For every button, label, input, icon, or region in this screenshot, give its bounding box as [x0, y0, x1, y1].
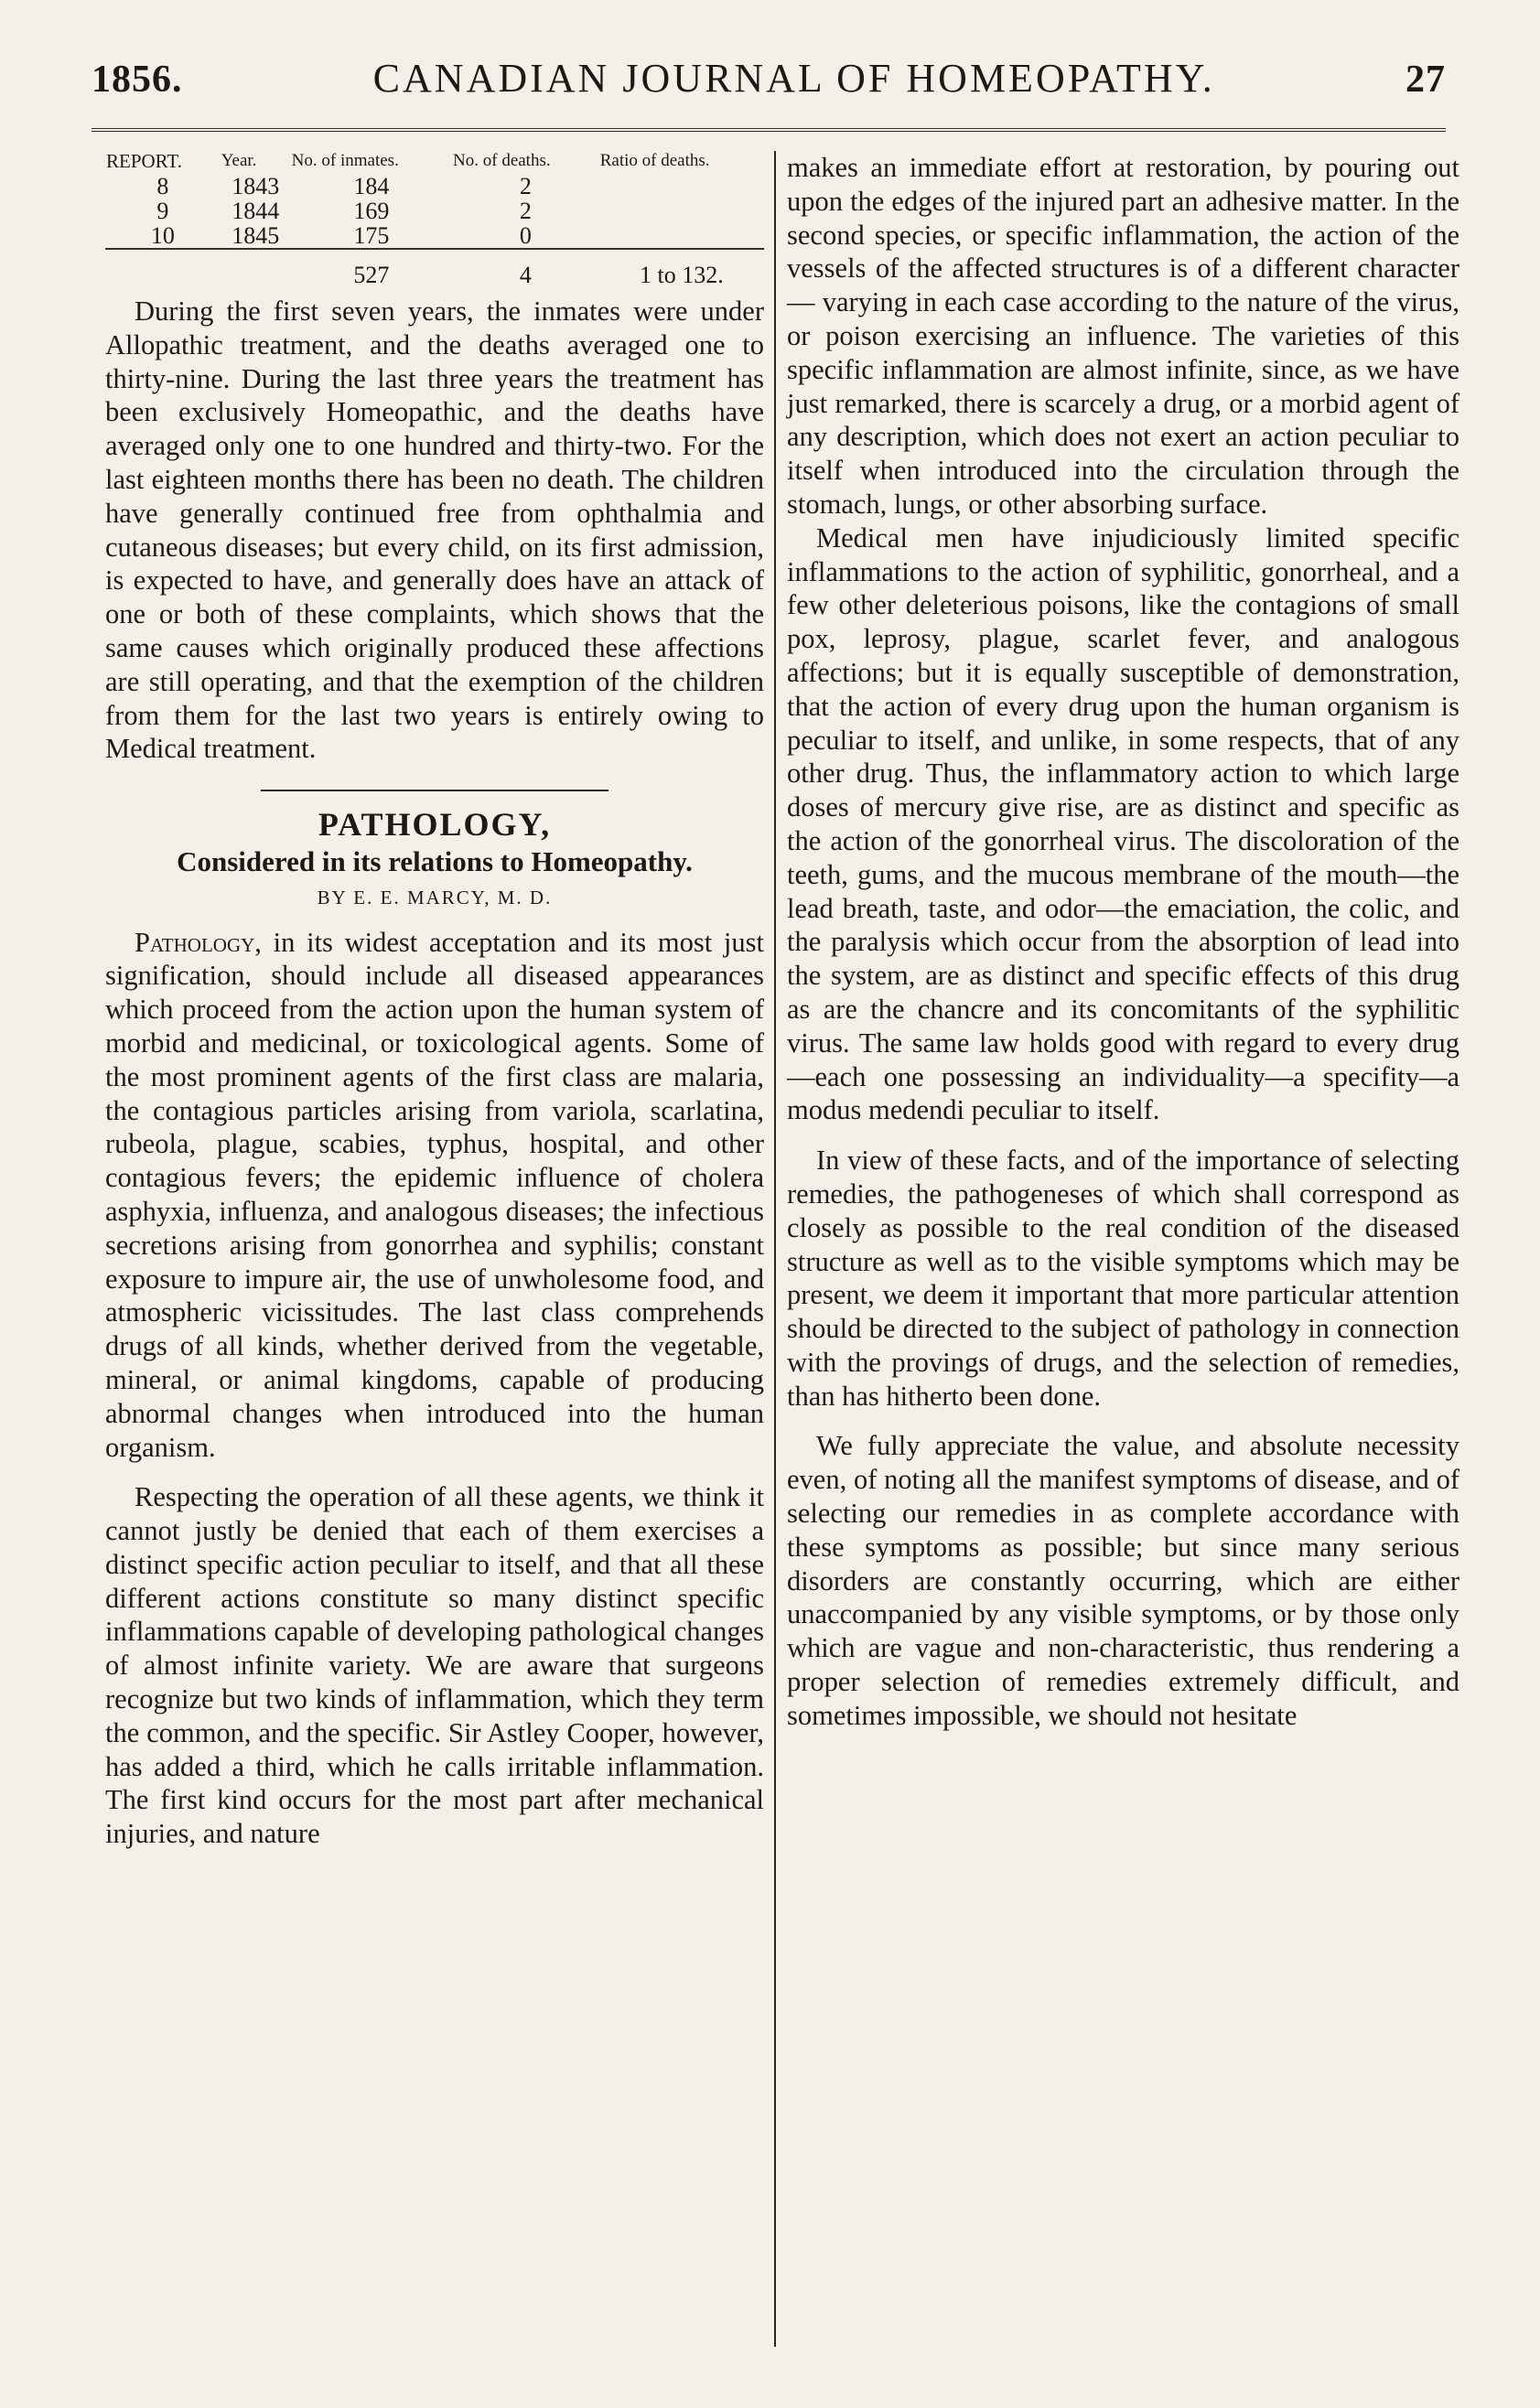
table-header: REPORT.	[106, 150, 182, 172]
table-cell: 10	[150, 222, 175, 249]
section-divider	[261, 790, 608, 791]
table-cell	[221, 249, 291, 287]
body-paragraph: During the first seven years, the inmates were under Allopathic treatment, and the deaths averaged one to thirty-nine. During the last three years the treatment has been exclusively Homeopathic, and the deaths have averaged only one to one hundred and thirty-two. For the last eighteen months there has been no death. The children have generally continued free from ophthalmia and cutaneous diseases; but every child, on its first admission, is expected to have, and generally does have an attack of one or both of these complaints, which shows that the same causes which originally produced these affections are still operating, and that the exemption of the children from them for the last two years is entirely owing to Medical treatment.	[105, 296, 764, 765]
running-head	[92, 55, 1446, 110]
article-title: PATHOLOGY,	[318, 806, 552, 844]
lead-word: Pathology,	[135, 926, 262, 958]
table-cell: 2	[519, 173, 532, 199]
article-subtitle: Considered in its relations to Homeopathy.	[177, 844, 693, 877]
table-cell: 1 to 132.	[599, 249, 764, 287]
header-rule	[92, 128, 1446, 132]
body-paragraph: Medical men have injudiciously limited specific inflammations to the action of syphilitic, gonorrheal, and a few other deleterious poisons, like the contagions of small pox, leprosy, plague, scarlet fever, and analogous affections; but it is equally susceptible of demonstration, that the action of every drug upon the human organism is peculiar to itself, and unlike, in some respects, that of any other drug. Thus, the inflammatory action to which large doses of mercury give rise, are as distinct and specific as the action of the gonorrheal virus. The discoloration of the teeth, gums, and the mucous membrane of the mouth—the lead breath, taste, and odor—the emaciation, the colic, and the paralysis which occur from the absorption of lead into the system, are as distinct and specific effects of this drug as are the chancre and its concomitants of the syphilitic virus. The same law holds good with regard to every drug—each one possessing an individuality—a specifity—a modus medendi peculiar to itself.	[787, 521, 1459, 1126]
body-paragraph	[105, 926, 764, 1465]
left-column	[105, 151, 764, 1851]
table-cell	[599, 174, 764, 199]
table-cell: 0	[519, 222, 532, 249]
table-cell: 1845	[232, 222, 280, 249]
table-cell: 184	[353, 173, 390, 199]
article-byline: BY E. E. MARCY, M. D.	[317, 886, 553, 908]
table-cell: 1844	[232, 198, 280, 224]
table-row	[105, 199, 764, 223]
table-cell: 8	[156, 173, 169, 199]
table-cell: 2	[519, 198, 532, 224]
header-year: 1856.	[92, 59, 183, 101]
table-row	[105, 174, 764, 199]
body-paragraph: In view of these facts, and of the importance of selecting remedies, the pathogeneses of which shall correspond as closely as possible to the real condition of the diseased structure as well as to the visible symptoms which may be present, we deem it important that more particular attention should be directed to the subject of pathology in connection with the provings of drugs, and the selection of remedies, than has hitherto been done.	[787, 1145, 1459, 1412]
table-totals-row	[105, 249, 764, 287]
journal-title: CANADIAN JOURNAL OF HOMEOPATHY.	[372, 56, 1215, 101]
table-row	[105, 223, 764, 249]
table-cell: 9	[156, 198, 169, 224]
body-paragraph: We fully appreciate the value, and absolute necessity even, of noting all the manifest symptoms of disease, and of selecting our remedies in as complete accordance with these symptoms as possible; but since many serious disorders are constantly occurring, which are either unaccompanied by any visible symptoms, or by those only which are vague and non-characteristic, thus rendering a proper selection of remedies extremely difficult, and sometimes impossible, we should not hesitate	[787, 1430, 1459, 1731]
table-cell: 175	[353, 222, 390, 249]
report-table	[105, 151, 764, 287]
paragraph-text: in its widest acceptation and its most just signification, should include all diseased appearances which proceed from the action upon the human system of morbid and medicinal, or toxicological agents. Some of the most prominent agents of the first class are malaria, the contagious particles arising from variola, scarlatina, rubeola, plague, scabies, typhus, hospital, and other contagious fevers; the epidemic influence of cholera asphyxia, influenza, and analogous diseases; the infectious secretions arising from gonorrhea and syphilis; constant exposure to impure air, the use of unwholesome food, and atmospheric vicissitudes. The last class comprehends drugs of all kinds, whether derived from the vegetable, mineral, or animal kingdoms, capable of producing abnormal changes when introduced into the human organism.	[105, 926, 764, 1463]
table-cell	[599, 223, 764, 249]
column-divider	[774, 151, 776, 2347]
table-cell	[105, 249, 221, 287]
body-paragraph: makes an immediate effort at restoration, by pouring out upon the edges of the injured part an adhesive matter. In the second species, or specific inflammation, the action of the vessels of the affected structures is of a different character — varying in each case according to the nature of the virus, or poison exercising an influence. The varieties of this specific inflammation are almost infinite, since, as we have just remarked, there is scarcely a drug, or a morbid agent of any description, which does not exert an action peculiar to itself when introduced into the circulation through the stomach, lungs, or other absorbing surface.	[787, 152, 1459, 520]
table-header: Ratio of deaths.	[599, 151, 710, 170]
table-cell: 527	[291, 249, 452, 287]
right-column	[787, 151, 1459, 1733]
table-header: Year.	[221, 151, 257, 170]
body-paragraph: Respecting the operation of all these agents, we think it cannot justly be denied that each of them exercises a distinct specific action peculiar to itself, and that all these different actions constitute so many distinct specific inflammations capable of developing pathological changes of almost infinite variety. We are aware that surgeons recognize but two kinds of inflammation, which they term the common, and the specific. Sir Astley Cooper, however, has added a third, which he calls irritable inflammation. The first kind occurs for the most part after mechanical injuries, and nature	[105, 1481, 764, 1850]
table-cell: 169	[353, 198, 390, 224]
table-cell	[599, 199, 764, 223]
page-number: 27	[1405, 59, 1446, 101]
table-cell: 1843	[232, 173, 280, 199]
table-cell: 4	[452, 249, 599, 287]
table-header: No. of deaths.	[453, 151, 551, 170]
table-header: No. of inmates.	[291, 151, 399, 170]
